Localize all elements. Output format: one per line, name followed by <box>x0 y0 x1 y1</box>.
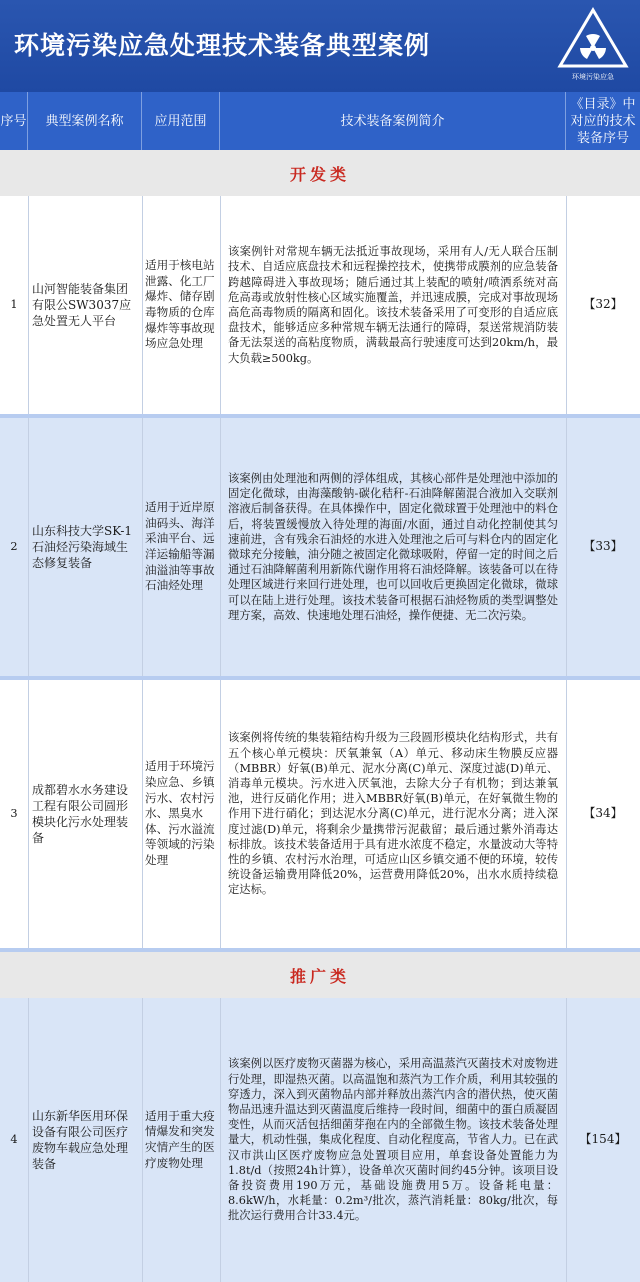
section-promotion: 推广类 <box>0 952 640 998</box>
case-description: 该案例以医疗废物灭菌器为核心，采用高温蒸汽灭菌技术对废物进行处理，即湿热灭菌。以高温饱和蒸汽为工作介质，利用其较强的穿透力，深入到灭菌物品内部并释放出蒸汽内含的潜伏热，使灭菌物品迅速升温达到灭菌温度后维持一段时间，细菌中的蛋白质凝固变性，从而灭活包括细菌芽孢在内的全部微生物。该技术装备处理量大，机动性强，集成化程度、自动化程度高，节省人力。已在武汉市洪山区医疗废物应急处置项目应用，单套设备处置能力为1.8t/d（按照24h计算），设备单次灭菌时间约45分钟。该项目设备投资费用190万元，基础设施费用5万。设备耗电量：8.6kW/h，水耗量：0.2m³/批次，蒸汽消耗量：80kg/批次，每批次运行费用合计33.4元。 <box>228 1057 558 1223</box>
catalog-code: 【154】 <box>579 1132 627 1147</box>
row-index: 1 <box>10 298 18 312</box>
radiation-warning-logo <box>556 6 630 84</box>
table-row <box>0 680 640 952</box>
col-scope: 应用范围 <box>142 92 220 150</box>
col-case-name: 典型案例名称 <box>28 92 142 150</box>
table-header <box>0 92 640 150</box>
case-scope: 适用于环境污染应急、乡镇污水、农村污水、黑臭水体、污水溢流等领域的污染处理 <box>145 759 215 867</box>
col-catalog-code: 《目录》中对应的技术装备序号 <box>570 96 636 146</box>
case-scope: 适用于核电站泄露、化工厂爆炸、储存剧毒物质的仓库爆炸等事故现场应急处理 <box>145 258 215 351</box>
case-name: 山东新华医用环保设备有限公司医疗废物车载应急处理装备 <box>32 1109 129 1171</box>
page-header <box>0 0 640 92</box>
catalog-code: 【34】 <box>583 806 623 821</box>
row-index: 4 <box>10 1133 18 1147</box>
section-development: 开发类 <box>0 150 640 196</box>
case-scope: 适用于近岸原油码头、海洋采油平台、远洋运输船等漏油溢油等事故石油烃处理 <box>145 500 215 593</box>
case-name: 山河智能装备集团有限公SW3037应急处置无人平台 <box>32 282 132 328</box>
table-row <box>0 998 640 1282</box>
table-row <box>0 196 640 418</box>
page-title: 环境污染应急处理技术装备典型案例 <box>14 31 431 60</box>
case-name: 山东科技大学SK-1石油烃污染海域生态修复装备 <box>32 524 133 570</box>
case-description: 该案例由处理池和两侧的浮体组成，其核心部件是处理池中添加的固定化微球，由海藻酸钠-碳化秸秆-石油降解菌混合液加入交联剂溶液后制备获得。在具体操作中，固定化微球置于处理池中的料仓后，将装置缓慢放入待处理的海面/水面，通过自动化控制使其匀速前进，含有残余石油烃的水进入处理池之后可与料仓内的固定化微球充分接触，油分随之被固定化微球吸附，停留一定的时间之后通过石油降解菌利用新陈代谢作用将石油烃降解。该装备可以在待处理区域进行来回行进处理，也可以回收后更换固定化微球，微球可以在陆上进行处理。该技术装备可根据石油烃物质的类型调整处理方案，高效、快速地处理石油烃，操作便捷、无二次污染。 <box>228 471 558 622</box>
case-scope: 适用于重大疫情爆发和突发灾情产生的医疗废物处理 <box>145 1108 215 1170</box>
case-description: 该案例将传统的集装箱结构升级为三段圆形模块化结构形式，共有五个核心单元模块：厌氧兼氧（A）单元、移动床生物膜反应器（MBBR）好氧(B)单元、泥水分离(C)单元、深度过滤(D)单元、消毒单元模块。污水进入厌氧池，去除大分子有机物；到达兼氧池，进行反硝化作用；进入MBBR好氧(B)单元，在好氧微生物的作用下进行硝化；到达泥水分离(C)单元，进行泥水分离；进入深度过滤(D)单元，将剩余少量携带污泥截留；最后通过紫外消毒达标排放。该技术装备适用于具有进水浓度不稳定，水量波动大等特性的乡镇、农村污水治理，可适应山区乡镇交通不便的环境，较传统设备运输费用降低20%，运营费用降低20%，出水水质持续稳定达标。 <box>228 731 558 897</box>
col-description: 技术装备案例简介 <box>220 92 566 150</box>
catalog-code: 【32】 <box>583 297 623 312</box>
col-index: 序号 <box>0 92 28 150</box>
catalog-code: 【33】 <box>583 539 623 554</box>
row-index: 2 <box>10 540 18 554</box>
case-description: 该案例针对常规车辆无法抵近事故现场，采用有人/无人联合压制技术、自适应底盘技术和远程操控技术，使携带成膜剂的应急装备跨越障碍进入事故现场；随后通过其上装配的喷射/喷洒系统对高危高毒或放射性核心区域实施覆盖，并迅速成膜，完成对事故现场高危高毒物质的隔离和固化。该技术装备采用了可变形的自适应底盘技术，能够适应多种常规车辆无法通行的障碍，泵送常规消防装备无法泵送的高粘度物质，满载最高行驶速度可达到20km/h，最大负载≥500kg。 <box>228 245 558 365</box>
row-index: 3 <box>10 807 18 821</box>
table-row <box>0 418 640 680</box>
case-name: 成都碧水水务建设工程有限公司圆形模块化污水处理装备 <box>32 783 129 845</box>
logo-caption: 环境污染应急 <box>572 73 614 81</box>
